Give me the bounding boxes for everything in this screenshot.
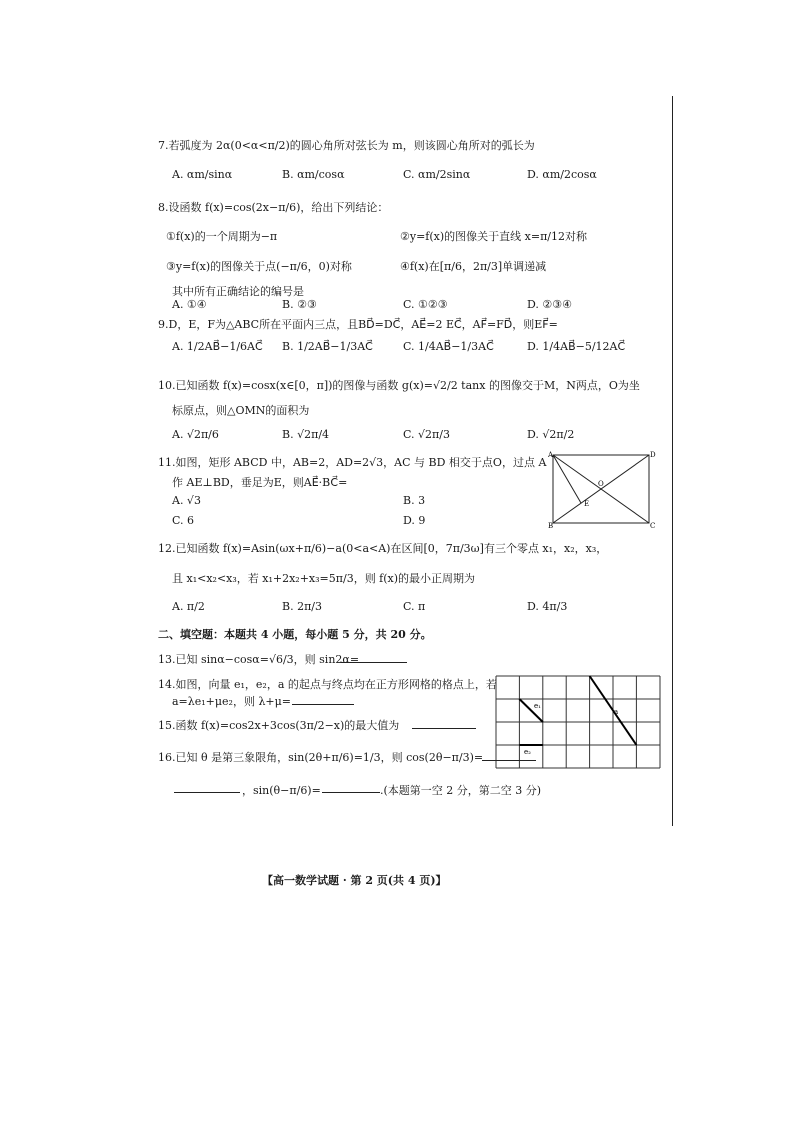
q8-tail: 其中所有正确结论的编号是: [172, 285, 304, 298]
q8-conclusion-2: ②y=f(x)的图像关于直线 x=π/12对称: [400, 230, 587, 243]
q8-option-b: B. ②③: [282, 298, 317, 311]
q12-option-d: D. 4π/3: [527, 600, 568, 613]
label-b: B: [548, 522, 554, 529]
q12-stem-2: 且 x₁<x₂<x₃，若 x₁+2x₂+x₃=5π/3，则 f(x)的最小正周期为: [172, 572, 476, 585]
q16-stem: 16.已知 θ 是第三象限角，sin(2θ+π/6)=1/3，则 cos(2θ−π/3)=: [158, 751, 484, 764]
q7-option-a: A. αm/sinα: [172, 168, 233, 181]
q7-option-d: D. αm/2cosα: [527, 168, 597, 181]
q12-option-b: B. 2π/3: [282, 600, 323, 613]
q14-stem-2: a=λe₁+μe₂，则 λ+μ=: [172, 695, 292, 708]
page-footer: 【高一数学试题 · 第 2 页(共 4 页)】: [262, 874, 447, 887]
q10-option-d: D. √2π/2: [527, 428, 575, 441]
q8-option-a: A. ①④: [172, 298, 207, 311]
label-e: E: [584, 500, 590, 508]
q12-option-c: C. π: [403, 600, 426, 613]
q10-option-b: B. √2π/4: [282, 428, 330, 441]
label-e1: e₁: [534, 702, 541, 710]
q11-option-c: C. 6: [172, 514, 195, 527]
label-d: D: [650, 451, 656, 459]
q11-option-d: D. 9: [403, 514, 426, 527]
q8-conclusion-1: ①f(x)的一个周期为−π: [166, 230, 278, 243]
vector-grid-figure: [494, 674, 664, 770]
q16-stem-2: ，sin(θ−π/6)=: [242, 784, 321, 797]
q16-answer-blank-1[interactable]: [482, 760, 536, 761]
q14-stem: 14.如图，向量 e₁，e₂，a 的起点与终点均在正方形网格的格点上，若: [158, 678, 497, 691]
q10-stem: 10.已知函数 f(x)=cosx(x∈[0，π])的图像与函数 g(x)=√2/2 tanx 的图像交于M，N两点，O为坐: [158, 379, 640, 392]
q15-answer-blank[interactable]: [412, 728, 476, 729]
q8-stem: 8.设函数 f(x)=cos(2x−π/6)，给出下列结论：: [158, 201, 389, 214]
rectangle-abcd-figure: [548, 449, 658, 529]
q11-option-b: B. 3: [403, 494, 426, 507]
section-fill-in-blank: 二、填空题：本题共 4 小题，每小题 5 分，共 20 分。: [158, 628, 432, 641]
q13-answer-blank[interactable]: [341, 662, 407, 663]
q10-stem-2: 标原点，则△OMN的面积为: [172, 404, 310, 417]
page-margin-line: [672, 96, 673, 826]
label-c: C: [650, 522, 656, 529]
label-vector-a: a: [614, 708, 619, 716]
label-o: O: [598, 480, 604, 488]
q15-stem: 15.函数 f(x)=cos2x+3cos(3π/2−x)的最大值为: [158, 719, 400, 732]
q9-option-d: D. 1/4AB⃗−5/12AC⃗: [527, 340, 626, 353]
q8-conclusion-3: ③y=f(x)的图像关于点(−π/6，0)对称: [166, 260, 352, 273]
q10-option-c: C. √2π/3: [403, 428, 450, 441]
q10-option-a: A. √2π/6: [172, 428, 219, 441]
q14-answer-blank[interactable]: [292, 704, 354, 705]
q8-option-c: C. ①②③: [403, 298, 448, 311]
perpendicular-ae: [553, 455, 581, 503]
q16-answer-blank-1b[interactable]: [174, 792, 240, 793]
q13-stem: 13.已知 sinα−cosα=√6/3，则 sin2α=: [158, 653, 360, 666]
q9-option-a: A. 1/2AB⃗−1/6AC⃗: [172, 340, 263, 353]
q7-stem: 7.若弧度为 2α(0<α<π/2)的圆心角所对弦长为 m，则该圆心角所对的弧长为: [158, 139, 535, 152]
q11-stem: 11.如图，矩形 ABCD 中，AB=2，AD=2√3，AC 与 BD 相交于点O，过点 A: [158, 456, 547, 469]
grid-lines: [496, 676, 660, 768]
q16-answer-blank-2[interactable]: [322, 792, 380, 793]
label-a: A: [548, 451, 554, 459]
q8-option-d: D. ②③④: [527, 298, 573, 311]
q16-note: .(本题第一空 2 分，第二空 3 分): [380, 784, 542, 797]
label-e2: e₂: [524, 748, 531, 756]
q9-stem: 9.D，E，F为△ABC所在平面内三点，且BD⃗=DC⃗，AE⃗=2 EC⃗，AF⃗=FD⃗，则EF⃗=: [158, 318, 558, 331]
q12-stem: 12.已知函数 f(x)=Asin(ωx+π/6)−a(0<a<A)在区间[0，7π/3ω]有三个零点 x₁，x₂，x₃，: [158, 542, 608, 555]
q11-option-a: A. √3: [172, 494, 201, 507]
q7-option-c: C. αm/2sinα: [403, 168, 471, 181]
q8-conclusion-4: ④f(x)在[π/6，2π/3]单调递减: [400, 260, 547, 273]
q7-option-b: B. αm/cosα: [282, 168, 345, 181]
q9-option-b: B. 1/2AB⃗−1/3AC⃗: [282, 340, 373, 353]
q9-option-c: C. 1/4AB⃗−1/3AC⃗: [403, 340, 494, 353]
q11-stem-2: 作 AE⊥BD，垂足为E，则AE⃗·BC⃗=: [172, 476, 348, 489]
q12-option-a: A. π/2: [172, 600, 205, 613]
